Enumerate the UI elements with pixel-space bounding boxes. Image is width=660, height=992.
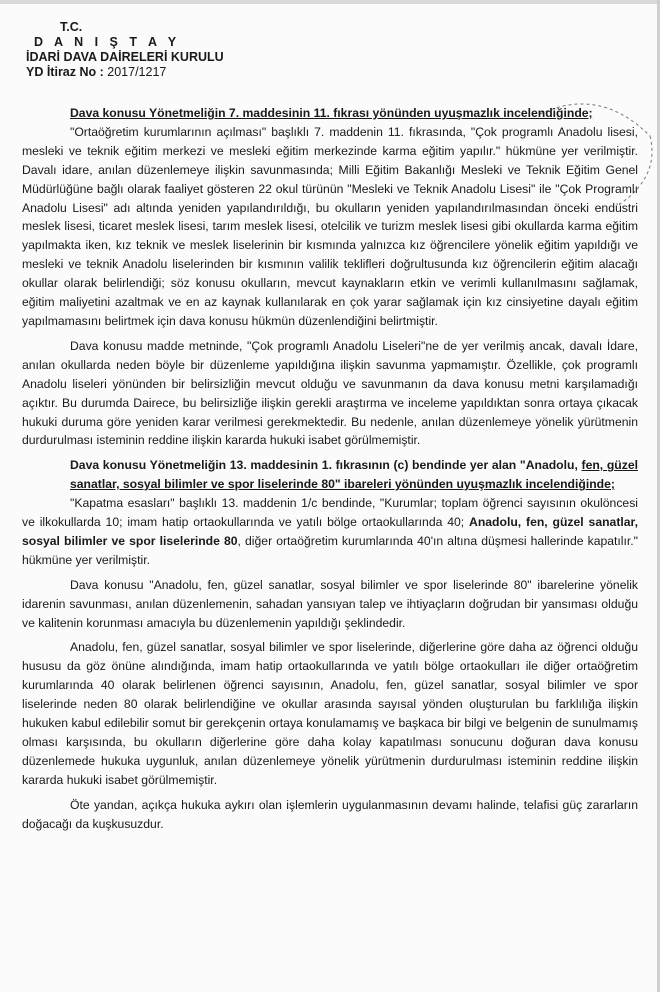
section-heading-2 bbox=[22, 456, 638, 494]
paragraph-4: Dava konusu "Anadolu, fen, güzel sanatlar, sosyal bilimler ve spor liselerinde 80" ibarelerine yönelik idarenin savunması, anılan düzenlemenin, sahadan yansıyan talep ve ihtiyaçların doğrudan bir yansıması olduğu ve kalitenin korunması amacıyla bu düzenlemenin yapıldığı şeklindedir. bbox=[22, 577, 638, 630]
paragraph-3 bbox=[22, 494, 638, 570]
section-heading-1: Dava konusu Yönetmeliğin 7. maddesinin 11. fıkrası yönünden uyuşmazlık incelendiğinde; bbox=[70, 106, 593, 120]
document-body bbox=[22, 104, 638, 840]
paragraph-1: "Ortaöğretim kurumlarının açılması" başlıklı 7. maddenin 11. fıkrasında, "Çok programlı Anadolu lisesi, mesleki ve teknik eğitim merkezi ve mesleki eğitim merkezinde karma eğitim yapılır." hükmüne yer verilmiştir. Davalı idare, anılan düzenlemeye ilişkin savunmasında; Milli Eğitim Bakanlığı Mesleki ve Teknik Eğitim Genel Müdürlüğüne bağlı olarak faaliyet gösteren 22 okul türünün "Mesleki ve Teknik Anadolu Lisesi" ile "Çok Programlı Anadolu Lisesi" adı altında yeniden yapılandırıldığı, bu okulların yeniden yapılandırılmasından önceki endüstri meslek lisesi, ticaret meslek lisesi, tarım meslek lisesi, otelcilik ve turizm meslek lisesi gibi okullarda karma eğitim yapılmakta iken, kız teknik ve meslek liselerinin bir kısmında yalnızca kız öğrencilere yönelik eğitim yapıldığı ve mesleki ve teknik Anadolu liselerinden bir kısmının valilik teklifleri doğrultusunda kız öğrencilerin eğitim alacağı okullar olarak belirlendiği; söz konusu okulların, mevcut kaynakların etkin ve verimli kullanılmasını sağlamak, eğitim maliyetini azaltmak ve en az kaynak kullanılarak en çok yarar sağlamak için kız cinsiyetine dayalı eğitim yapılmamasını belirtmek için dava konusu hükmün düzenlendiğini belirtmiştir. bbox=[22, 124, 638, 328]
paragraph-3-part-c: , diğer ortaöğretim kurumlarında 40'ın altına düşmesi hallerinde kapatılır." hükmüne yer verilmiştir. bbox=[22, 533, 638, 567]
paragraph-2: Dava konusu madde metninde, "Çok programlı Anadolu Liseleri"ne de yer verilmiş ancak, davalı İdare, anılan okullarda neden böyle bir düzenleme yapıldığına ilişkin savunma yapmamıştır. Özellikle, çok programlı Anadolu liseleri yönünden bir belirsizliğin mevcut olduğu ve savunmanın da dava konusu metni karşılamadığı açıktır. Bu durumda Dairece, bu belirsizliğe ilişkin gerekli araştırma ve inceleme yapıldıktan sonra ortaya çıkacak hukuki duruma göre yeniden karar verilmesi gerekmektedir. Bu nedenle, anılan düzenlemeye yönelik yürütmenin durdurulması isteminin reddine ilişkin kararda hukuki isabet görülmemiştir. bbox=[22, 338, 638, 448]
paragraph-5: Anadolu, fen, güzel sanatlar, sosyal bilimler ve spor liselerinde, diğerlerine göre daha az öğrenci olduğu hususu da göz önüne alındığında, imam hatip ortaokullarında ve yatılı bölge ortaokulları ile diğer ortaöğretim kurumlarında 40 olarak belirlenen öğrenci sayısının, Anadolu, fen, güzel sanatlar, sosyal bilimler ve spor liselerinde neden 80 olarak belirlendiğine ve okullar arasında sayısal yönden oluşturulan bu farklılığa ilişkin hukuken kabul edilebilir somut bir gerekçenin ortaya konulamamış ve başkaca bir bilgi ve belgenin de sunulmamış olması karşısında, bu okulların diğerlerine göre daha kolay kapatılması sonucunu doğuran dava konusu düzenlemede hukuka uygunluk, anılan düzenlemeye yönelik yürütmenin durdurulması isteminin reddine ilişkin kararda hukuki isabet görülmemiştir. bbox=[22, 640, 638, 787]
paragraph-3-part-a: "Kapatma esasları" başlıklı 13. maddenin 1/c bendinde, "Kurumlar; toplam öğrenci sayısının okulöncesi ve ilkokullarda 10; imam hatip ortaokullarında ve yatılı bölge ortaokullarında 40; bbox=[22, 496, 638, 530]
paragraph-3-bold: Anadolu, fen, güzel sanatlar, sosyal bilimler ve spor liselerinde 80 bbox=[22, 515, 638, 548]
section-heading-2-line-b: fen, güzel sanatlar, sosyal bilimler ve spor liselerinde 80" ibareleri yönünden uyuşmazlık incelendiğinde; bbox=[70, 458, 639, 492]
header-yd-itiraz-no bbox=[26, 65, 224, 80]
scan-edge-top bbox=[0, 0, 660, 4]
yd-label: YD İtiraz No : bbox=[26, 65, 104, 79]
header-tc: T.C. bbox=[60, 20, 83, 34]
section-heading-2-line-a: Dava konusu Yönetmeliğin 13. maddesinin 1. fıkrasının (c) bendinde yer alan "Anadolu, bbox=[70, 458, 578, 473]
header-daire: İDARİ DAVA DAİRELERİ KURULU bbox=[26, 50, 224, 64]
header-danistay: D A N I Ş T A Y bbox=[34, 35, 181, 49]
yd-value: 2017/1217 bbox=[107, 65, 167, 79]
paragraph-6: Öte yandan, açıkça hukuka aykırı olan işlemlerin uygulanmasının devamı halinde, telafisi güç zararların doğacağı da kuşkusuzdur. bbox=[22, 797, 638, 831]
document-header bbox=[26, 20, 224, 80]
